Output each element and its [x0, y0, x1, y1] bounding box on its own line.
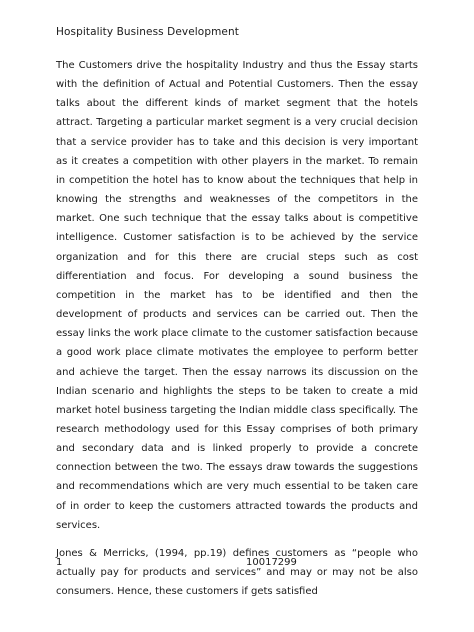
body-text — [56, 56, 418, 601]
paragraph-customer-definition: Jones & Merricks, (1994, pp.19) defines customers as “people who actually pay for products and services” and may or may not be also consumers. Hence, these customers if gets satisfied — [56, 547, 418, 598]
document-id: 10017299 — [246, 557, 297, 568]
paragraph-summary: The Customers drive the hospitality Industry and thus the Essay starts with the definition of Actual and Potential Customers. Then the essay talks about the different kinds of market segment that the hotels attract. Targeting a particular market segment is a very crucial decision that a service provider has to take and this decision is very important as it creates a competition with other players in the market. To remain in competition the hotel has to know about the techniques that help in knowing the strengths and weaknesses of the competitors in the market. One such technique that the essay talks about is competitive intelligence. Customer satisfaction is to be achieved by the service organization and for this there are crucial steps such as cost differentiation and focus. For developing a sound business the competition in the market has to be identified and then the development of products and services can be carried out. Then the essay links the work place climate to the customer satisfaction because a good work place climate motivates the employee to perform better and achieve the target. Then the essay narrows its discussion on the Indian scenario and highlights the steps to be taken to create a mid market hotel business targeting the Indian middle class specifically. The research methodology used for this Essay comprises of both primary and secondary data and is linked properly to provide a concrete connection between the two. The essays draw towards the suggestions and recommendations which are very much essential to be taken care of in order to keep the customers attracted towards the products and services. — [56, 60, 418, 531]
page-number: 1 — [56, 557, 63, 568]
running-header: Hospitality Business Development — [56, 26, 239, 38]
